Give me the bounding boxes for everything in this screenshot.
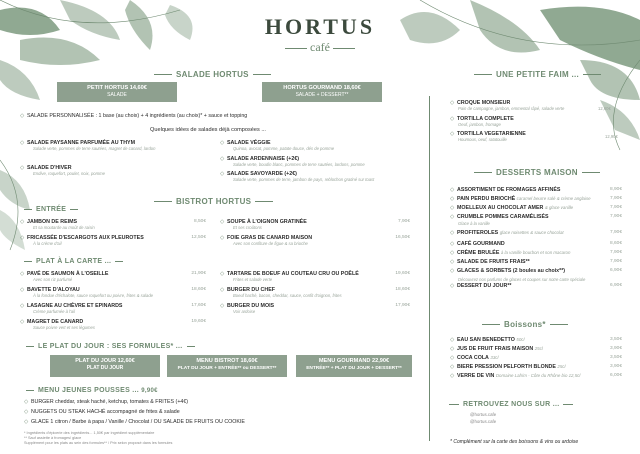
item-desc: Salade verte, pommes de terre, jambon de pays, reblochon gratiné sur toast [233,177,375,182]
menu-item: ◇ JAMBON DE REIMS 8,50€ [20,219,206,225]
dessert-item: ◇ MOELLEUX AU CHOCOLAT AMER & glace vanille 7,90€ [450,205,622,211]
boisson-item: ◇ BIERE PRESSION PELFORTH BLONDE 25cl 3,90€ [450,364,622,370]
menu-item: ◇ CROQUE MONSIEUR [450,100,511,106]
menu-item: ◇ LASAGNE AU CHÈVRE ET EPINARDS 17,60€ [20,303,206,309]
footnote: Supplément pour les plats au sein des formules** / Prix selon proposé dans les formules [24,441,173,445]
menu-item: ◇ SALADE SAVOYARDE (+2€) [220,171,297,177]
section-jeunes-title: MENU JEUNES POUSSES ... 9,90€ [22,387,158,394]
item-desc: Crème parfumée à l'ail [33,309,75,314]
box-petit-hortus: PETIT HORTUS 14,60€ SALADE [57,82,177,102]
box-menu-gourmand: MENU GOURMAND 22,90€ ENTRÉE** + PLAT DU JOUR + DESSERT** [296,355,412,377]
dessert-item: ◇ CRUMBLE POMMES CARAMÉLISÉS 7,90€ [450,214,622,220]
boisson-item: ◇ COCA COLA 33cl 3,50€ [450,355,622,361]
menu-item: ◇ TARTARE DE BOEUF AU COUTEAU CRU OU POÊLÉ 19,60€ [220,271,410,277]
jeunes-line: ◇ NUGGETS OU STEAK HACHÉ accompagné de frites & salade [24,409,180,415]
menu-item: ◇ SALADE ARDENNAISE (+2€) [220,156,300,162]
menu-item: ◇ SOUPE À L'OIGNON GRATINÉE 7,90€ [220,219,410,225]
jeunes-line: ◇ GLACE 1 citron / Barbe à papa / Vanille / Chocolat / OU SALADE DE FRUITS OU COOKIE [24,419,245,425]
column-divider [429,96,430,441]
menu-item: ◇ BURGER DU MOIS 17,90€ [220,303,410,309]
item-desc: À la fondue d'échalote, sauce roquefort ou poivre, frites & salade [33,293,153,298]
menu-item: ◇ PAVÉ DE SAUMON À L'OSEILLE 21,90€ [20,271,206,277]
box-hortus-gourmand: HORTUS GOURMAND 18,60€ SALADE + DESSERT** [262,82,382,102]
item-price: 12,60€ [598,106,611,111]
dessert-item: ◇ PROFITEROLES glace noisettes & sauce chocolat 7,90€ [450,230,622,236]
box-menu-bistrot: MENU BISTROT 18,60€ PLAT DU JOUR + ENTRÉE** ou DESSERT** [167,355,287,377]
dessert-item: ◇ ASSORTIMENT DE FROMAGES AFFINÉS 8,90€ [450,187,622,193]
item-desc: Oeuf, jambon, fromage [458,122,501,127]
item-desc: Quinoa, avocat, pomme, patate douce, dés de pomme [233,146,335,151]
dessert-item: ◇ CAFÉ GOURMAND 8,60€ [450,241,622,247]
complement-note: * Complément sur la carte des boissons & vins ou ardoise [450,439,579,445]
section-desserts-title: DESSERTS MAISON [470,168,604,177]
item-desc: Et sa moutarde au moût de raisin [33,225,95,230]
item-desc: Frites et salade verte [233,277,273,282]
jeunes-line: ◇ BURGER cheddar, steak haché, ketchup, tomates & FRITES (+4€) [24,399,189,405]
brand-name: HORTUS [264,14,376,39]
item-desc: Et ses croûtons [233,225,262,230]
item-desc: Glace à la vanille [458,221,490,226]
section-boissons-title: Boissons* [478,320,572,329]
menu-item: ◇ SALADE D'HIVER [20,165,72,171]
salade-ideas: Quelques idées de salades déjà composées ... [150,127,266,133]
menu-item: ◇ SALADE PAYSANNE PARFUMÉE AU THYM [20,140,136,146]
item-desc: Avec son riz parfumé [33,277,73,282]
section-salade-title: SALADE HORTUS [150,70,275,79]
menu-item: ◇ SALADE VÉGGIE [220,140,271,146]
dessert-item: ◇ GLACES & SORBETS (2 boules au choix**) 6,90€ [450,268,622,274]
brand-sub: café [310,40,330,54]
menu-item: ◇ FOIE GRAS DE CANARD MAISON 16,50€ [220,235,410,241]
section-plat-title: PLAT À LA CARTE ... [20,258,127,265]
section-entree-title: ENTRÉE [20,206,82,213]
menu-item: ◇ TORTILLA VEGETARIENNE [450,131,526,137]
item-desc: Houmous, oeuf, ratatouille [458,137,507,142]
item-desc: Sauce poivre vert et ses légumes [33,325,95,330]
box-plat-du-jour: PLAT DU JOUR 12,60€ PLAT DU JOUR [50,355,160,377]
item-desc: Pain de campagne, jambon, emmental râpé, salade verte [458,106,565,111]
social-facebook[interactable]: @hortus.cafe [470,419,497,424]
dessert-item: ◇ DESSERT DU JOUR** 6,90€ [450,283,622,289]
menu-item: ◇ BURGER DU CHEF 18,60€ [220,287,410,293]
item-desc: Boeuf haché, bacon, cheddar, sauce, confit d'oignon, frites [233,293,342,298]
item-desc: Découvrez nos parfums de glaces et coupes sur notre carte spéciale [458,277,586,282]
menu-item: ◇ MAGRET DE CANARD 19,60€ [20,319,206,325]
item-desc: Salade verte, boudin blanc, pommes de terre sautées, lardons, pomme [233,162,365,167]
item-desc: À la crème d'ail [33,241,62,246]
boisson-item: ◇ JUS DE FRUIT FRAIS MAISON 25cl 3,90€ [450,346,622,352]
item-desc: Endive, roquefort, poulet, noix, pomme [33,171,105,176]
dessert-item: ◇ CRÈME BRULÉE à la vanille bourbon et son macaron 7,90€ [450,250,622,256]
dessert-item: ◇ PAIN PERDU BRIOCHÉ caramel beurre salé & crème anglaise 7,90€ [450,196,622,202]
section-bistrot-title: BISTROT HORTUS [150,197,277,206]
boisson-item: ◇ EAU SAN BENEDETTO 50cl 3,50€ [450,337,622,343]
footnote: ** Sauf assiette à fromages/ glace [24,436,82,440]
menu-item: ◇ BAVETTE D'ALOYAU 18,60€ [20,287,206,293]
item-desc: Voir ardoise [233,309,256,314]
menu-item: ◇ TORTILLA COMPLETE [450,116,514,122]
menu-item: ◇ FRICASSÉE D'ESCARGOTS AUX PLEUROTES 12,50€ [20,235,206,241]
section-faim-title: UNE PETITE FAIM ... [470,70,605,79]
section-formules-title: LE PLAT DU JOUR : SES FORMULES* ... [22,343,199,350]
social-instagram[interactable]: @hortus.cafe [470,412,497,417]
boisson-item: ◇ VERRE DE VIN Domaine Lafrim - Côte du Rhône bio 12,5cl 6,00€ [450,373,622,379]
footnote: * Ingrédients d'épicerie des ingrédients... 1,50€ par ingrédient supplémentaire [24,431,155,435]
item-price: 12,90€ [605,134,618,139]
brand-logo [260,14,380,55]
section-retrouvez-title: RETROUVEZ NOUS SUR ... [445,401,577,408]
dessert-item: ◇ SALADE DE FRUITS FRAIS** 7,90€ [450,259,622,265]
item-desc: Salade verte, pommes de terre sautées, magret de canard, lardon [33,146,156,151]
item-desc: Avec son confiture de figue & sa brioche [233,241,308,246]
salade-perso: ◇ SALADE PERSONNALISÉE : 1 base (au choix) + 4 ingrédients (au choix)* + sauce et topping [20,113,248,119]
